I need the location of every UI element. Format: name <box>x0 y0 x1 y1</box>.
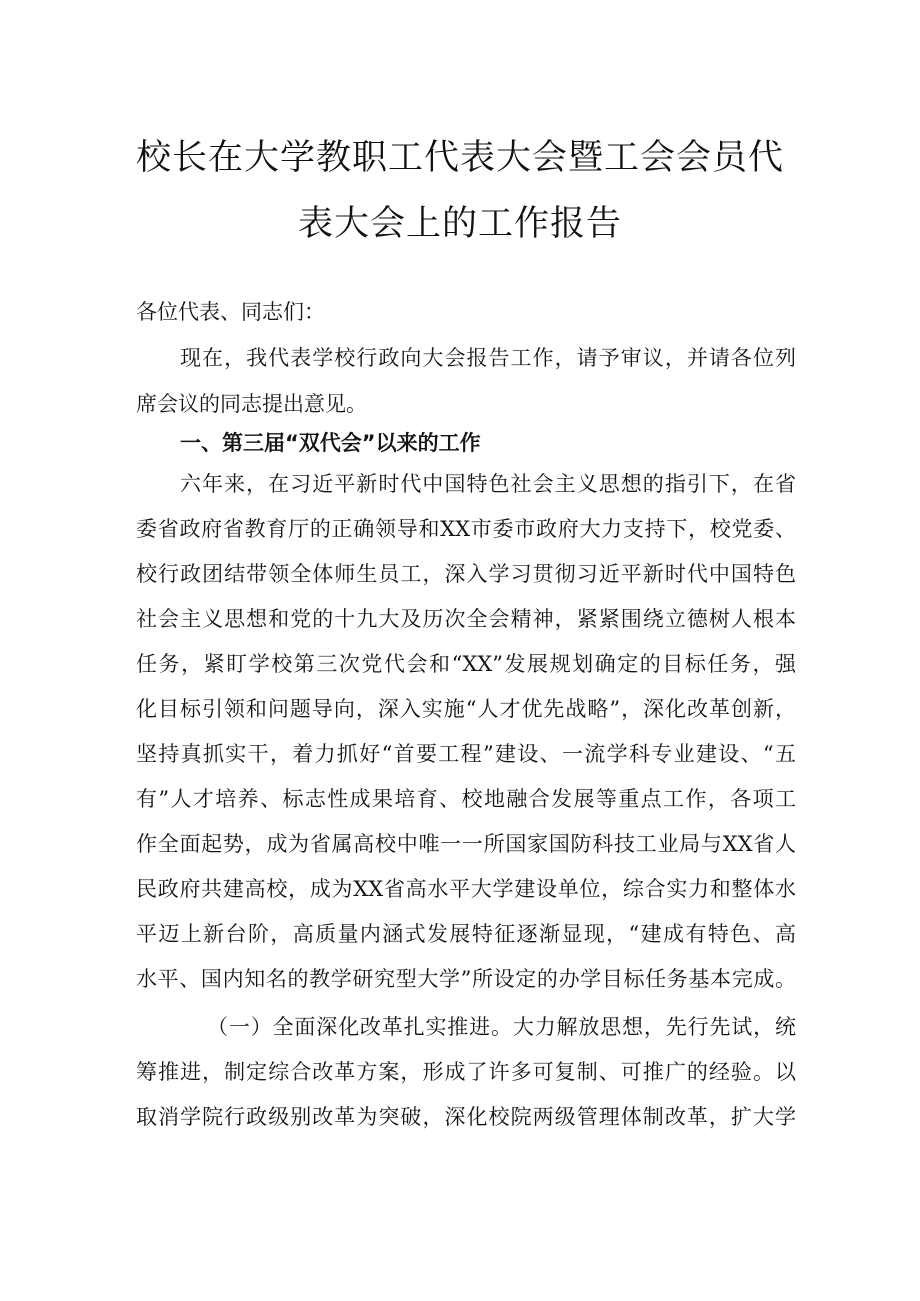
intro-line-1: 现在，我代表学校行政向大会报告工作，请予审议，并请各位列 <box>180 346 796 370</box>
paragraph-line: 化目标引领和问题导向，深入实施“人才优先战略”，深化改革创新， <box>136 697 796 721</box>
paragraph-line: 委省政府省教育厅的正确领导和XX市委市政府大力支持下，校党委、 <box>136 517 796 541</box>
subsection-line: （一）全面深化改革扎实推进。大力解放思想，先行先试，统 <box>207 1015 796 1039</box>
paragraph-line: 平迈上新台阶，高质量内涵式发展特征逐渐显现，“建成有特色、高 <box>136 922 796 946</box>
paragraph-line: 民政府共建高校，成为XX省高水平大学建设单位，综合实力和整体水 <box>136 877 796 901</box>
subsection-line: 筹推进，制定综合改革方案，形成了许多可复制、可推广的经验。以 <box>136 1060 796 1084</box>
document-title-line-1: 校长在大学教职工代表大会暨工会会员代 <box>135 138 784 178</box>
paragraph-line: 有”人才培养、标志性成果培育、校地融合发展等重点工作，各项工 <box>136 787 796 811</box>
subsection-line: 取消学院行政级别改革为突破，深化校院两级管理体制改革，扩大学 <box>136 1105 796 1129</box>
paragraph-line: 校行政团结带领全体师生员工，深入学习贯彻习近平新时代中国特色 <box>136 562 796 586</box>
salutation: 各位代表、同志们： <box>136 300 325 324</box>
paragraph-line: 水平、国内知名的教学研究型大学”所设定的办学目标任务基本完成。 <box>136 967 796 991</box>
intro-line-2: 席会议的同志提出意见。 <box>136 392 367 416</box>
paragraph-line: 坚持真抓实干，着力抓好“首要工程”建设、一流学科专业建设、“五 <box>136 742 796 766</box>
paragraph-line: 六年来，在习近平新时代中国特色社会主义思想的指引下，在省 <box>180 472 796 496</box>
section-heading: 一、第三届“双代会”以来的工作 <box>180 431 481 455</box>
paragraph-line: 社会主义思想和党的十九大及历次全会精神，紧紧围绕立德树人根本 <box>136 607 796 631</box>
document-title-line-2: 表大会上的工作报告 <box>297 204 622 244</box>
paragraph-line: 作全面起势，成为省属高校中唯一一所国家国防科技工业局与XX省人 <box>136 832 796 856</box>
paragraph-line: 任务，紧盯学校第三次党代会和“XX”发展规划确定的目标任务，强 <box>136 652 796 676</box>
